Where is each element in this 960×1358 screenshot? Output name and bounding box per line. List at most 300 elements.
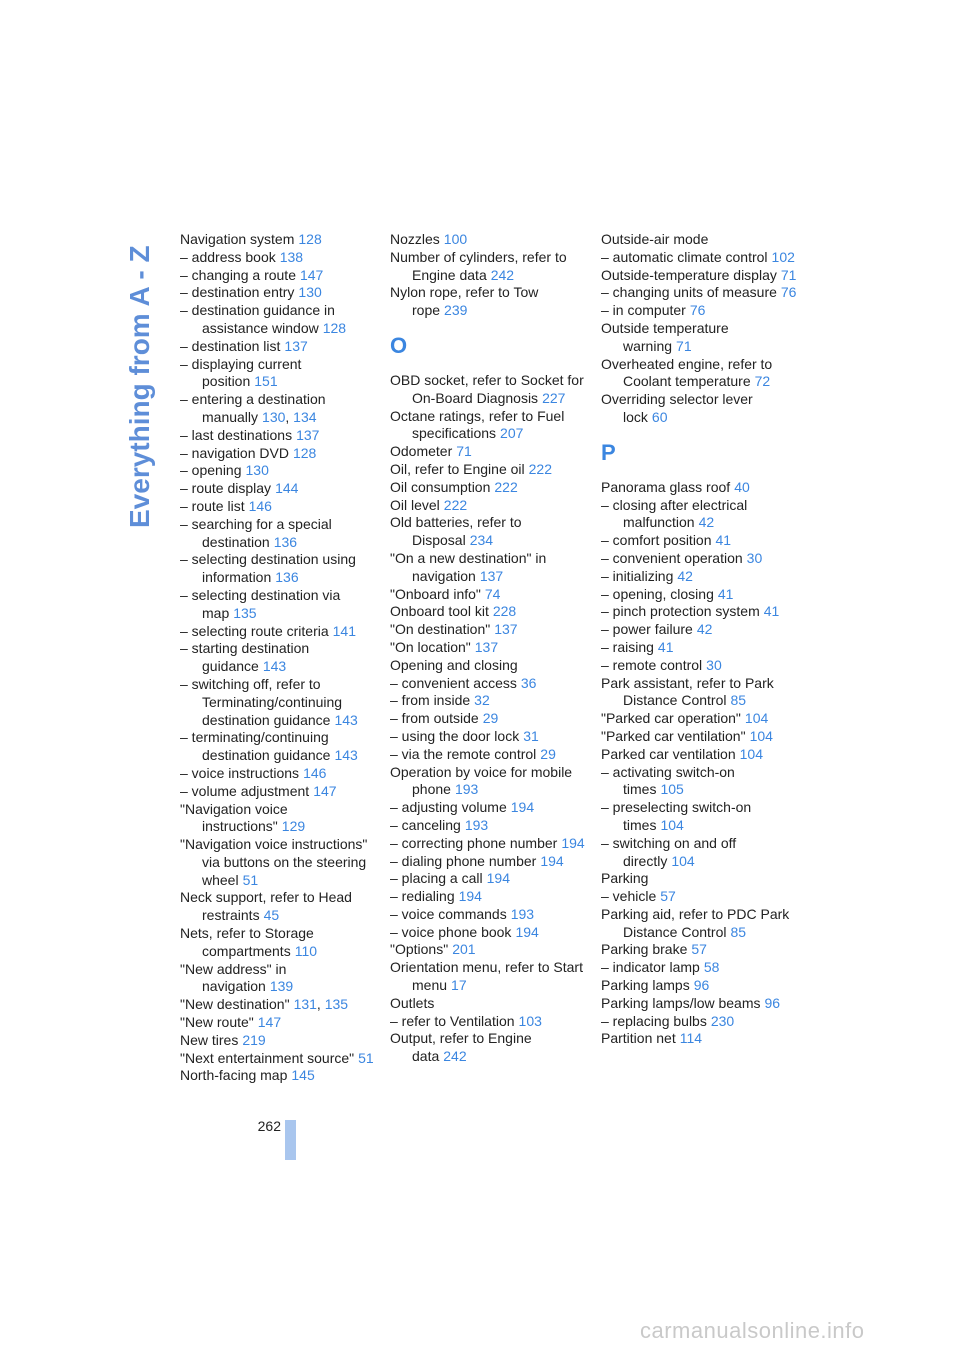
page-reference-link[interactable]: 103 <box>518 1012 542 1029</box>
index-entry-text: – displaying current position <box>180 355 302 390</box>
page-reference-link[interactable]: 136 <box>275 569 299 586</box>
index-entry-text: "Options" <box>390 941 449 958</box>
page-reference-link[interactable]: 104 <box>739 745 763 762</box>
index-entry <box>601 231 797 249</box>
index-entry-text: – canceling <box>390 816 461 833</box>
page-reference-link[interactable]: 135 <box>324 996 349 1013</box>
index-entry-text: – from inside <box>390 692 471 709</box>
index-entry <box>390 817 586 835</box>
index-entry-text: – activating switch-on times <box>601 763 735 798</box>
page-reference-link[interactable]: 130 <box>298 284 322 301</box>
page-reference-link[interactable]: 96 <box>764 994 781 1011</box>
index-entry <box>180 996 376 1014</box>
index-entry-text: – in computer <box>601 302 686 319</box>
index-entry-text: – selecting destination using information <box>180 551 356 586</box>
index-entry <box>390 675 586 693</box>
index-entry <box>601 870 797 888</box>
page-reference-link[interactable]: 135 <box>233 604 257 621</box>
index-entry <box>601 941 797 959</box>
index-entry <box>180 961 376 997</box>
index-entry-text: Octane ratings, refer to Fuel specifications <box>390 407 565 442</box>
page-reference-link[interactable]: 242 <box>443 1048 467 1065</box>
index-entry-text: – opening <box>180 462 242 479</box>
page-reference-link[interactable]: 139 <box>269 978 294 995</box>
index-letter-heading: P <box>601 439 616 465</box>
index-entry-text: "Parked car ventilation" <box>601 727 746 744</box>
index-entry <box>601 799 797 835</box>
index-entry-text: – starting destination guidance <box>180 640 310 675</box>
page-reference-link[interactable]: 239 <box>444 302 468 319</box>
index-entry-text: – pinch protection system <box>601 603 760 620</box>
page-reference-link[interactable]: 41 <box>715 532 732 549</box>
page-reference-link[interactable]: 147 <box>313 782 337 799</box>
index-entry-text: – redialing <box>390 888 455 905</box>
page-reference-link[interactable]: 40 <box>734 478 750 495</box>
index-entry-text: Partition net <box>601 1030 676 1047</box>
page-reference-link[interactable]: 102 <box>771 248 795 265</box>
page-reference-link[interactable]: 146 <box>248 497 272 514</box>
page-reference-link[interactable]: 194 <box>510 799 535 816</box>
page-reference-link[interactable]: 227 <box>542 389 566 406</box>
index-entry-text: – initializing <box>601 567 674 584</box>
page-reference-link[interactable]: 76 <box>780 284 797 301</box>
index-entry <box>180 925 376 961</box>
index-entry-text: – last destinations <box>180 426 293 443</box>
page-reference-link[interactable]: 222 <box>443 496 468 513</box>
index-entry <box>601 267 797 285</box>
index-entry <box>180 231 376 249</box>
index-entry <box>390 835 586 853</box>
page-reference-link[interactable]: 137 <box>479 567 504 584</box>
page-reference-link[interactable]: 222 <box>494 478 518 495</box>
index-entry-text: – address book <box>180 248 276 265</box>
index-entry <box>601 835 797 871</box>
page-reference-link[interactable]: 128 <box>298 231 322 247</box>
page-reference-link[interactable]: 128 <box>292 444 317 461</box>
page-reference-link[interactable]: 32 <box>474 692 490 709</box>
index-entry <box>180 676 376 729</box>
index-entry <box>601 302 797 320</box>
page-reference-link[interactable]: 104 <box>744 710 769 727</box>
page-reference-link[interactable]: 143 <box>262 658 287 675</box>
page-reference-link[interactable]: 193 <box>454 781 479 798</box>
index-entry-text: – adjusting volume <box>390 799 507 816</box>
index-entry-text: Parking aid, refer to PDC Park Distance Control <box>601 905 790 940</box>
index-entry-text: – voice commands <box>390 905 507 922</box>
page-reference-link[interactable]: 104 <box>660 816 684 833</box>
index-entry <box>601 550 797 568</box>
page-reference-link[interactable]: 85 <box>730 692 747 709</box>
index-entry-text: – convenient access <box>390 674 517 691</box>
page-reference-link[interactable]: 219 <box>242 1031 266 1048</box>
index-entry <box>390 959 586 995</box>
index-entry <box>601 320 797 356</box>
index-entry-text: – route list <box>180 497 245 514</box>
page-reference-link[interactable]: 85 <box>730 923 747 940</box>
index-entry-text: Park assistant, refer to Park Distance Control <box>601 674 774 709</box>
page-reference-link[interactable]: 136 <box>273 533 298 550</box>
index-entry-text: Oil consumption <box>390 478 491 495</box>
index-entry-text: Nozzles <box>390 231 440 247</box>
index-entry-text: – destination entry <box>180 284 295 301</box>
index-entry-text: – selecting destination via map <box>180 586 341 621</box>
index-entry <box>390 479 586 497</box>
page-reference-link[interactable]: 41 <box>657 638 674 655</box>
index-entry <box>180 445 376 463</box>
page-reference-link[interactable]: 29 <box>540 745 556 762</box>
index-entry-text: Output, refer to Engine data <box>390 1030 532 1065</box>
page-reference-link[interactable]: 74 <box>484 585 501 602</box>
index-entry-text: – voice phone book <box>390 923 512 940</box>
index-entry <box>180 836 376 889</box>
index-entry-text: Panorama glass roof <box>601 478 731 495</box>
page-reference-link[interactable]: 143 <box>334 711 358 728</box>
page-reference-link[interactable]: 145 <box>291 1067 315 1084</box>
index-entry <box>390 1030 586 1066</box>
page-reference-link[interactable]: 137 <box>474 638 499 655</box>
index-entry-text: Parked car ventilation <box>601 745 736 762</box>
index-entry-text: – voice instructions <box>180 764 300 781</box>
page-ref-separator: , <box>285 408 294 425</box>
index-entry <box>180 480 376 498</box>
index-entry <box>601 746 797 764</box>
page-number: 262 <box>257 1118 281 1134</box>
page-reference-link[interactable]: 141 <box>332 622 356 639</box>
page-reference-link[interactable]: 147 <box>257 1014 282 1031</box>
index-entry <box>390 924 586 942</box>
index-entry <box>601 959 797 977</box>
page-reference-link[interactable]: 234 <box>469 532 494 549</box>
index-entry <box>601 657 797 675</box>
index-entry <box>601 906 797 942</box>
page-reference-link[interactable]: 230 <box>710 1012 735 1029</box>
index-entry <box>601 249 797 267</box>
index-entry-text: – preselecting switch-on times <box>601 799 752 833</box>
index-entry <box>390 372 586 408</box>
page-reference-link[interactable]: 29 <box>482 710 499 727</box>
index-entry <box>180 765 376 783</box>
index-entry-text: "Onboard info" <box>390 585 481 602</box>
page-reference-link[interactable]: 42 <box>677 567 693 584</box>
index-entry <box>180 783 376 801</box>
index-entry-text: Outside-temperature display <box>601 266 777 283</box>
page-reference-link[interactable]: 51 <box>242 871 259 888</box>
index-entry <box>601 532 797 550</box>
index-entry <box>180 1050 376 1068</box>
index-entry <box>180 462 376 480</box>
index-entry <box>601 675 797 711</box>
page-reference-link[interactable]: 193 <box>464 816 489 833</box>
page-reference-link[interactable]: 138 <box>279 248 304 265</box>
page-reference-link[interactable]: 194 <box>540 852 564 869</box>
page-ref-separator: , <box>316 996 325 1013</box>
index-entry <box>390 710 586 728</box>
index-entry-text: – volume adjustment <box>180 782 310 799</box>
page-reference-link[interactable]: 71 <box>676 337 692 354</box>
index-entry <box>180 1014 376 1032</box>
index-entry-text: "On a new destination" in navigation <box>390 549 547 584</box>
page-reference-link[interactable]: 41 <box>763 603 780 620</box>
index-entry-text: – placing a call <box>390 870 483 887</box>
index-entry-text: – searching for a special destination <box>180 515 332 550</box>
index-entry-text: Navigation system <box>180 231 295 247</box>
index-entry-text: – selecting route criteria <box>180 622 329 639</box>
index-entry-text: "New destination" <box>180 996 290 1013</box>
page-reference-link[interactable]: 146 <box>303 764 327 781</box>
page-reference-link[interactable]: 137 <box>296 426 320 443</box>
page-reference-link[interactable]: 242 <box>490 266 515 283</box>
page-reference-link[interactable]: 194 <box>515 923 539 940</box>
index-entry <box>390 639 586 657</box>
index-entry-text: – changing units of measure <box>601 284 777 301</box>
index-entry-text: North-facing map <box>180 1067 288 1084</box>
page-reference-link[interactable]: 134 <box>293 408 317 425</box>
index-entry-text: – entering a destination manually <box>180 391 326 425</box>
index-entry-text: – opening, closing <box>601 585 714 602</box>
index-entry <box>180 391 376 427</box>
index-entry <box>180 1067 376 1085</box>
index-entry <box>601 497 797 533</box>
page-reference-link[interactable]: 128 <box>322 319 347 336</box>
page-reference-link[interactable]: 42 <box>698 514 715 531</box>
page-reference-link[interactable]: 193 <box>510 905 535 922</box>
index-entry-text: Parking lamps <box>601 977 690 994</box>
index-entry <box>180 640 376 676</box>
index-entry-text: – dialing phone number <box>390 852 537 869</box>
index-entry <box>390 284 586 320</box>
index-entry <box>390 231 586 249</box>
index-entry <box>601 764 797 800</box>
page-reference-link[interactable]: 228 <box>492 603 517 620</box>
page-reference-link[interactable]: 114 <box>679 1030 703 1047</box>
index-entry <box>601 977 797 995</box>
index-entry-text: – indicator lamp <box>601 959 700 976</box>
index-entry-text: – switching off, refer to Terminating/continuing destination guidance <box>180 675 343 728</box>
index-entry-text: Parking brake <box>601 941 688 958</box>
index-entry <box>180 729 376 765</box>
index-entry-text: Orientation menu, refer to Start menu <box>390 959 583 994</box>
page-reference-link[interactable]: 60 <box>651 408 668 425</box>
index-entry <box>390 443 586 461</box>
index-entry <box>390 906 586 924</box>
index-entry <box>601 888 797 906</box>
page-reference-link[interactable]: 143 <box>334 747 358 764</box>
index-entry <box>390 799 586 817</box>
index-entry-text: "Navigation voice instructions" <box>180 800 288 835</box>
index-entry-text: Parking lamps/low beams <box>601 994 761 1011</box>
index-entry-text: – automatic climate control <box>601 248 768 265</box>
index-entry-text: Outside temperature warning <box>601 319 729 354</box>
page-reference-link[interactable]: 71 <box>780 266 797 283</box>
index-entry <box>390 657 586 675</box>
index-entry-text: Number of cylinders, refer to Engine data <box>390 248 567 283</box>
index-entry <box>601 710 797 728</box>
page-reference-link[interactable]: 51 <box>358 1049 374 1066</box>
index-entry-text: Opening and closing <box>390 656 518 673</box>
page-marker-bar <box>285 1120 296 1160</box>
index-entry-text: – via the remote control <box>390 745 537 762</box>
index-entry-text: – route display <box>180 480 272 497</box>
index-entry-text: Oil level <box>390 496 440 513</box>
page-reference-link[interactable]: 194 <box>561 834 585 851</box>
index-entry-text: – convenient operation <box>601 549 743 566</box>
index-entry <box>390 514 586 550</box>
index-entry-text: Old batteries, refer to Disposal <box>390 514 522 549</box>
index-entry-text: – destination list <box>180 337 281 354</box>
index-entry <box>601 621 797 639</box>
index-entry-text: – using the door lock <box>390 727 520 744</box>
page-reference-link[interactable]: 57 <box>691 941 707 958</box>
page-reference-link[interactable]: 147 <box>299 266 324 283</box>
index-entry-text: – correcting phone number <box>390 834 558 851</box>
page-reference-link[interactable]: 45 <box>263 907 280 924</box>
index-entry <box>390 888 586 906</box>
index-entry-text: "Next entertainment source" <box>180 1049 355 1066</box>
index-letter-heading: O <box>390 332 408 358</box>
index-entry <box>390 870 586 888</box>
index-entry <box>601 391 797 427</box>
page-reference-link[interactable]: 105 <box>660 781 684 798</box>
index-entry <box>390 550 586 586</box>
index-entry <box>390 995 586 1013</box>
index-entry <box>390 1013 586 1031</box>
index-entry <box>180 498 376 516</box>
index-entry-text: – comfort position <box>601 532 712 549</box>
page-reference-link[interactable]: 144 <box>275 480 299 497</box>
index-entry-text: New tires <box>180 1031 239 1048</box>
index-entry-text: Odometer <box>390 443 453 460</box>
index-entry-text: – changing a route <box>180 266 296 283</box>
page-reference-link[interactable]: 30 <box>746 549 763 566</box>
page-reference-link[interactable]: 207 <box>500 425 524 442</box>
index-entry-text: "On destination" <box>390 621 491 638</box>
index-entry <box>390 728 586 746</box>
page-reference-link[interactable]: 96 <box>693 977 710 994</box>
index-entry <box>180 249 376 267</box>
index-entry <box>180 284 376 302</box>
chapter-side-title: Everything from A - Z <box>124 245 155 528</box>
page-reference-link[interactable]: 137 <box>494 621 518 638</box>
page-reference-link[interactable]: 57 <box>660 888 676 905</box>
index-entry-text: Onboard tool kit <box>390 603 489 620</box>
page-reference-link[interactable]: 30 <box>706 656 722 673</box>
index-entry <box>390 853 586 871</box>
index-entry <box>180 801 376 837</box>
index-entry <box>601 603 797 621</box>
index-entry-text: Neck support, refer to Head restraints <box>180 889 352 924</box>
index-entry <box>601 356 797 392</box>
index-entry <box>601 995 797 1013</box>
index-column-1 <box>180 231 376 1085</box>
page-reference-link[interactable]: 104 <box>671 852 695 869</box>
index-entry-text: – destination guidance in assistance window <box>180 302 335 336</box>
index-entry <box>180 427 376 445</box>
index-entry <box>390 586 586 604</box>
page-reference-link[interactable]: 72 <box>754 373 771 390</box>
index-entry-text: – remote control <box>601 656 703 673</box>
page-reference-link[interactable]: 100 <box>443 231 468 247</box>
index-entry <box>390 746 586 764</box>
index-entry-text: – terminating/continuing destination guidance <box>180 729 331 764</box>
index-entry-text: Overriding selector lever lock <box>601 391 753 425</box>
page-reference-link[interactable]: 36 <box>520 674 537 691</box>
index-entry-text: Outlets <box>390 994 435 1011</box>
page-reference-link[interactable]: 76 <box>689 302 706 319</box>
index-entry-text: Operation by voice for mobile phone <box>390 763 573 798</box>
index-entry-text: Overheated engine, refer to Coolant temperature <box>601 355 773 390</box>
index-entry <box>180 889 376 925</box>
index-entry <box>180 623 376 641</box>
index-entry <box>390 764 586 800</box>
index-entry-text: – power failure <box>601 621 693 638</box>
index-entry-text: OBD socket, refer to Socket for On-Board Diagnosis <box>390 371 584 406</box>
index-entry <box>390 497 586 515</box>
index-entry <box>180 551 376 587</box>
page-reference-link[interactable]: 137 <box>284 337 308 354</box>
page-reference-link[interactable]: 17 <box>451 977 467 994</box>
index-entry <box>180 587 376 623</box>
index-entry <box>390 408 586 444</box>
page-reference-link[interactable]: 71 <box>456 443 472 460</box>
page-reference-link[interactable]: 194 <box>486 870 510 887</box>
index-entry-text: – switching on and off directly <box>601 834 737 869</box>
index-entry <box>601 586 797 604</box>
page-reference-link[interactable]: 31 <box>523 727 539 744</box>
index-entry-text: – vehicle <box>601 888 657 905</box>
page-reference-link[interactable]: 129 <box>281 818 306 835</box>
index-entry-text: – closing after electrical malfunction <box>601 496 748 531</box>
page-reference-link[interactable]: 131 <box>293 996 317 1013</box>
index-entry-text: Nets, refer to Storage compartments <box>180 925 314 959</box>
index-entry <box>180 356 376 392</box>
page-reference-link[interactable]: 130 <box>262 408 286 425</box>
index-entry-text: – replacing bulbs <box>601 1012 707 1029</box>
page-reference-link[interactable]: 201 <box>452 941 476 958</box>
index-entry <box>180 302 376 338</box>
page-reference-link[interactable]: 194 <box>458 888 482 905</box>
page-reference-link[interactable]: 58 <box>703 959 720 976</box>
index-entry-text: "On location" <box>390 638 471 655</box>
index-entry <box>390 692 586 710</box>
watermark: carmanualsonline.info <box>640 1318 865 1343</box>
index-entry <box>601 284 797 302</box>
index-entry <box>390 461 586 479</box>
index-entry <box>601 639 797 657</box>
index-entry <box>601 1013 797 1031</box>
index-entry <box>601 479 797 497</box>
index-entry-text: "Navigation voice instructions" via buttons on the steering wheel <box>180 836 368 888</box>
index-entry <box>180 516 376 552</box>
index-entry <box>390 941 586 959</box>
index-entry-text: – raising <box>601 638 654 655</box>
index-entry <box>390 249 586 285</box>
index-entry <box>180 338 376 356</box>
page-reference-link[interactable]: 222 <box>528 460 552 477</box>
index-entry-text: – from outside <box>390 710 479 727</box>
page-reference-link[interactable]: 151 <box>254 373 278 390</box>
page-reference-link[interactable]: 104 <box>749 727 773 744</box>
index-entry <box>390 603 586 621</box>
index-entry <box>390 621 586 639</box>
index-entry-text: "New address" in navigation <box>180 960 287 995</box>
page-reference-link[interactable]: 42 <box>696 621 713 638</box>
index-entry-text: Oil, refer to Engine oil <box>390 460 525 477</box>
page-reference-link[interactable]: 130 <box>245 462 269 479</box>
index-entry-text: Nylon rope, refer to Tow rope <box>390 284 539 319</box>
page-reference-link[interactable]: 110 <box>294 942 318 959</box>
page-reference-link[interactable]: 41 <box>717 585 734 602</box>
index-entry-text: – refer to Ventilation <box>390 1012 515 1029</box>
